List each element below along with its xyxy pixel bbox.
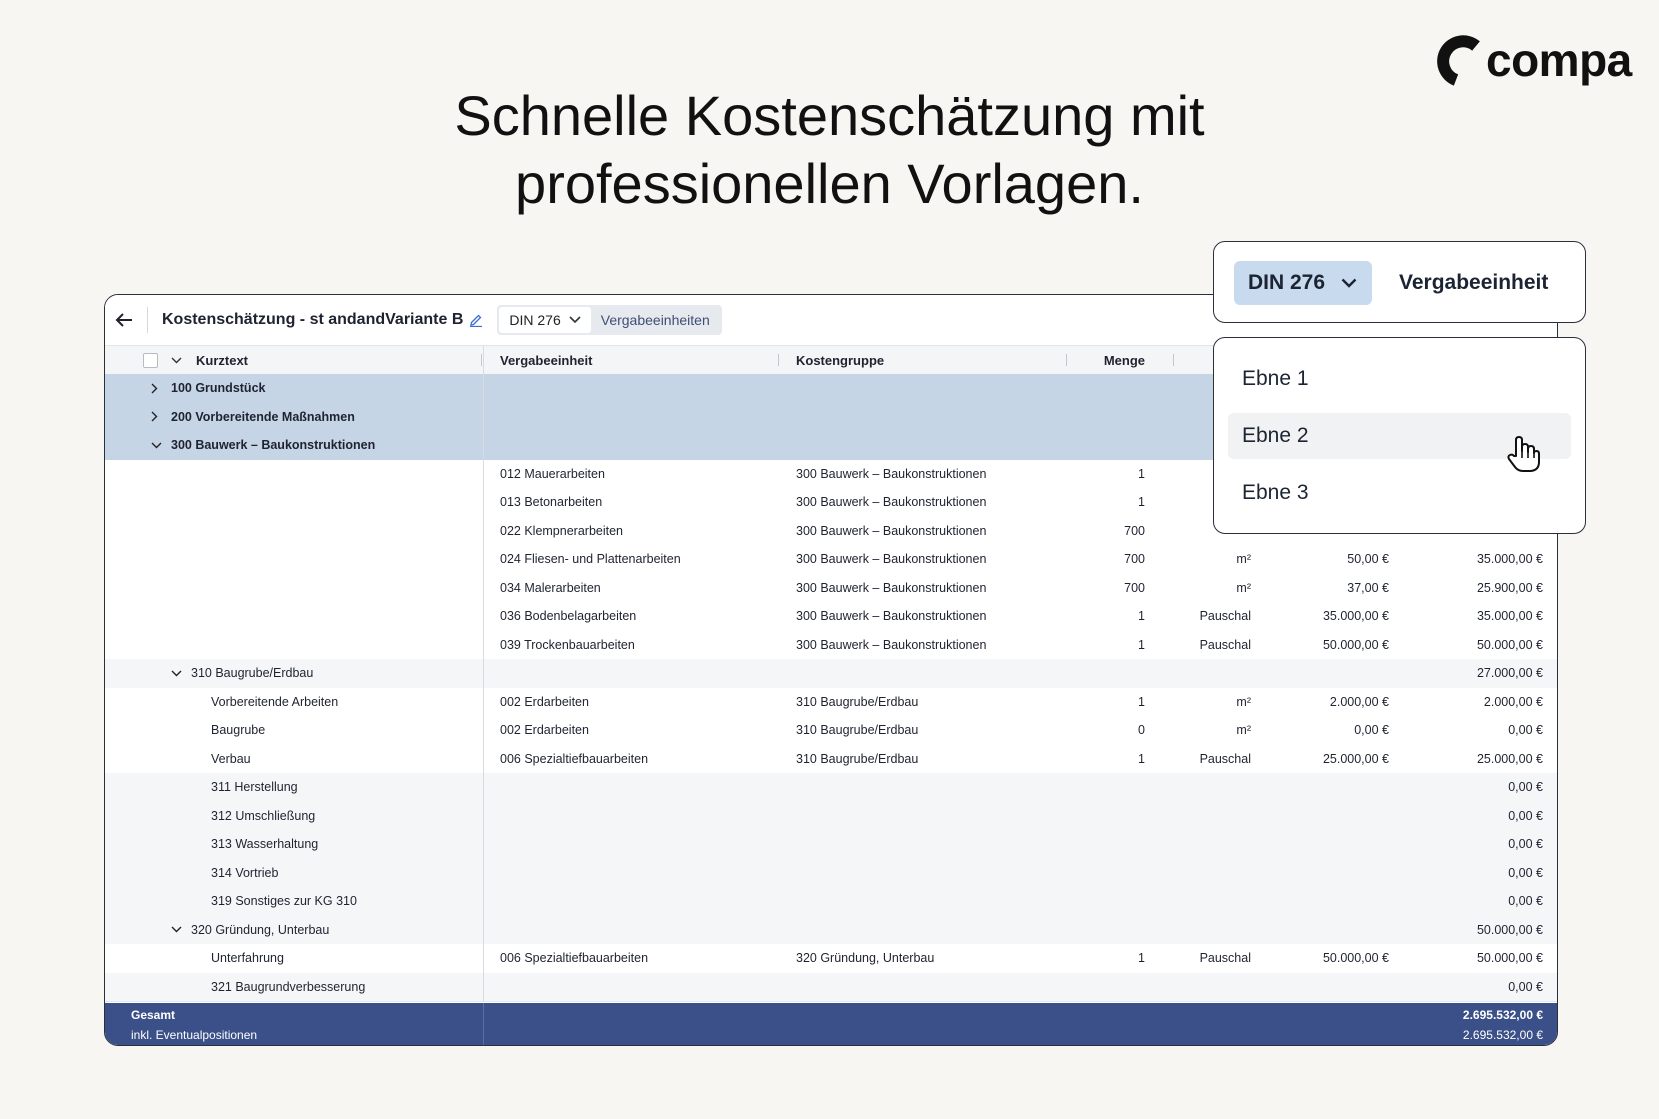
cell-kurztext: 319 Sonstiges zur KG 310: [211, 894, 357, 909]
column-divider: [483, 545, 484, 574]
column-divider: [483, 488, 484, 517]
chevron-right-icon: [151, 411, 158, 422]
cell-menge: [1065, 773, 1145, 802]
cell-vergabeeinheit: 039 Trockenbauarbeiten: [500, 637, 635, 652]
cell-menge: 1: [1138, 495, 1145, 510]
document-title: Kostenschätzung - st andandVariante B: [162, 311, 464, 328]
cell-kostengruppe: 300 Bauwerk – Baukonstruktionen: [796, 523, 987, 538]
cell-einheitspreis: [1265, 887, 1389, 916]
table-row[interactable]: [105, 631, 1557, 661]
cell-einheit: Pauschal: [1199, 637, 1251, 652]
cell-kostengruppe: 300 Bauwerk – Baukonstruktionen: [796, 552, 987, 567]
table-row[interactable]: [105, 602, 1557, 632]
cell-vergabeeinheit: 002 Erdarbeiten: [500, 723, 589, 738]
cell-menge: 1: [1138, 609, 1145, 624]
cell-einheitspreis: [1265, 830, 1389, 859]
cell-einheit: Pauschal: [1199, 609, 1251, 624]
column-divider: [483, 460, 484, 489]
cell-einheitspreis: 50,00 €: [1347, 552, 1389, 567]
cell-menge: 700: [1124, 580, 1145, 595]
cell-einheitspreis: [1265, 659, 1389, 688]
cell-gesamtpreis: 2.000,00 €: [1483, 694, 1543, 709]
cell-gesamtpreis: 35.000,00 €: [1476, 609, 1543, 624]
din-276-dropdown-button[interactable]: [1234, 261, 1372, 305]
expand-row-button[interactable]: [151, 403, 158, 432]
cell-gesamtpreis: 27.000,00 €: [1476, 666, 1543, 681]
cell-kostengruppe: 310 Baugrube/Erdbau: [796, 723, 919, 738]
chevron-down-icon: [171, 357, 182, 364]
dropdown-item-ebne-1[interactable]: Ebne 1: [1242, 367, 1309, 390]
level-dropdown-trigger: [1213, 241, 1586, 323]
cell-vergabeeinheit: 012 Mauerarbeiten: [500, 466, 605, 481]
cell-gesamtpreis: 0,00 €: [1508, 837, 1543, 852]
column-divider: [483, 517, 484, 546]
cell-gesamtpreis: 25.000,00 €: [1476, 751, 1543, 766]
chevron-down-icon: [151, 442, 162, 449]
cell-kurztext: Verbau: [211, 751, 251, 766]
table-group-row[interactable]: [105, 830, 1557, 860]
cell-einheit: Pauschal: [1199, 751, 1251, 766]
cell-einheitspreis: 2.000,00 €: [1329, 694, 1389, 709]
table-group-row[interactable]: [105, 773, 1557, 803]
column-divider: [483, 916, 484, 945]
collapse-row-button[interactable]: [171, 916, 182, 945]
chevron-down-icon: [569, 316, 581, 324]
cell-gesamtpreis: 0,00 €: [1508, 780, 1543, 795]
cell-einheitspreis: 35.000,00 €: [1322, 609, 1389, 624]
table-group-row[interactable]: [105, 659, 1557, 689]
cell-gesamtpreis: 35.000,00 €: [1476, 552, 1543, 567]
cell-kurztext: Vorbereitende Arbeiten: [211, 694, 339, 709]
cell-kostengruppe: 300 Bauwerk – Baukonstruktionen: [796, 609, 987, 624]
select-all-checkbox[interactable]: [143, 346, 158, 375]
cell-gesamtpreis: 25.900,00 €: [1476, 580, 1543, 595]
column-divider: [483, 631, 484, 660]
cell-gesamtpreis: 0,00 €: [1508, 894, 1543, 909]
table-group-row[interactable]: [105, 887, 1557, 917]
cell-menge: 1: [1138, 637, 1145, 652]
cell-einheitspreis: [1265, 773, 1389, 802]
cell-kostengruppe: 310 Baugrube/Erdbau: [796, 694, 919, 709]
arrow-left-icon: [115, 312, 133, 328]
cell-kurztext: 100 Grundstück: [171, 381, 266, 396]
cell-gesamtpreis: 50.000,00 €: [1476, 637, 1543, 652]
cell-einheit: [1165, 887, 1251, 916]
chevron-right-icon: [151, 383, 158, 394]
cell-einheit: [1165, 659, 1251, 688]
chevron-down-icon: [171, 670, 182, 677]
cell-vergabeeinheit: 006 Spezialtiefbauarbeiten: [500, 751, 649, 766]
cell-vergabeeinheit: 006 Spezialtiefbauarbeiten: [500, 951, 649, 966]
cell-einheit: [1165, 773, 1251, 802]
cell-gesamtpreis: 0,00 €: [1508, 723, 1543, 738]
cell-vergabeeinheit: 034 Malerarbeiten: [500, 580, 601, 595]
headline-line-2: professionellen Vorlagen.: [515, 152, 1144, 215]
column-divider: [483, 431, 484, 460]
vergabeeinheit-option[interactable]: Vergabeeinheit: [1399, 271, 1549, 294]
column-divider: [483, 403, 484, 432]
back-button[interactable]: [111, 307, 137, 333]
cell-einheitspreis: [1265, 973, 1389, 1002]
cell-kurztext: 200 Vorbereitende Maßnahmen: [171, 409, 355, 424]
cell-einheit: m²: [1236, 694, 1251, 709]
compa-logo: [1432, 34, 1632, 86]
cell-einheitspreis: [1265, 916, 1389, 945]
cell-einheit: [1165, 802, 1251, 831]
cell-einheit: [1165, 830, 1251, 859]
cell-kurztext: 314 Vortrieb: [211, 865, 279, 880]
cell-menge: 1: [1138, 951, 1145, 966]
cell-einheit: m²: [1236, 552, 1251, 567]
cell-vergabeeinheit: 002 Erdarbeiten: [500, 694, 589, 709]
table-group-row[interactable]: [105, 859, 1557, 889]
header-kostengruppe[interactable]: Kostengruppe: [796, 353, 885, 368]
column-divider: [483, 973, 484, 1002]
cell-einheit: m²: [1236, 723, 1251, 738]
collapse-row-button[interactable]: [171, 659, 182, 688]
cell-einheitspreis: [1265, 802, 1389, 831]
expand-row-button[interactable]: [151, 374, 158, 403]
header-menge[interactable]: Menge: [1103, 353, 1145, 368]
cell-kurztext: Baugrube: [211, 723, 266, 738]
footer-incl-value: 2.695.532,00 €: [1462, 1028, 1543, 1042]
cell-menge: [1065, 973, 1145, 1002]
cell-kurztext: Unterfahrung: [211, 951, 284, 966]
cell-menge: [1065, 916, 1145, 945]
cell-vergabeeinheit: 036 Bodenbelagarbeiten: [500, 609, 637, 624]
cell-menge: [1065, 887, 1145, 916]
table-group-row[interactable]: [105, 916, 1557, 946]
cell-menge: [1065, 403, 1145, 432]
cell-kurztext: 321 Baugrundverbesserung: [211, 979, 366, 994]
dropdown-selected-label: DIN 276: [1248, 271, 1326, 294]
cell-einheit: Pauschal: [1199, 951, 1251, 966]
cell-einheitspreis: 50.000,00 €: [1322, 951, 1389, 966]
cell-menge: 0: [1138, 723, 1145, 738]
footer-total-value: 2.695.532,00 €: [1462, 1008, 1543, 1022]
column-divider: [483, 887, 484, 916]
cell-gesamtpreis: 0,00 €: [1508, 865, 1543, 880]
cell-menge: [1065, 659, 1145, 688]
cell-einheitspreis: 50.000,00 €: [1322, 637, 1389, 652]
cell-kostengruppe: 300 Bauwerk – Baukonstruktionen: [796, 466, 987, 481]
cell-kurztext: 313 Wasserhaltung: [211, 837, 319, 852]
column-divider: [483, 802, 484, 831]
cell-kostengruppe: 320 Gründung, Unterbau: [796, 951, 935, 966]
column-divider: [483, 745, 484, 774]
chevron-down-icon: [171, 926, 182, 933]
column-divider: [483, 716, 484, 745]
cell-kurztext: 300 Bauwerk – Baukonstruktionen: [171, 438, 376, 453]
cell-kurztext: 311 Herstellung: [211, 780, 298, 795]
cell-menge: 1: [1138, 466, 1145, 481]
cell-vergabeeinheit: 013 Betonarbeiten: [500, 495, 603, 510]
footer-divider: [483, 1003, 484, 1045]
cell-vergabeeinheit: 024 Fliesen- und Plattenarbeiten: [500, 552, 681, 567]
toolbar-divider: [147, 307, 148, 333]
footer-total-label: Gesamt: [131, 1008, 176, 1022]
edit-title-button[interactable]: [469, 313, 483, 327]
table-group-row[interactable]: [105, 973, 1557, 1003]
column-resize-handle[interactable]: [481, 354, 482, 366]
cell-einheit: [1165, 916, 1251, 945]
cell-kurztext: 310 Baugrube/Erdbau: [191, 666, 314, 681]
cell-einheitspreis: 0,00 €: [1354, 723, 1389, 738]
column-divider: [483, 859, 484, 888]
compa-logo-text: compa: [1486, 34, 1632, 86]
table-footer: [105, 1003, 1557, 1045]
compa-logo-mark-icon: [1432, 34, 1480, 86]
cell-einheit: [1165, 859, 1251, 888]
column-resize-handle[interactable]: [1066, 354, 1067, 366]
din-276-label: DIN 276: [509, 312, 561, 328]
cell-kostengruppe: 300 Bauwerk – Baukonstruktionen: [796, 495, 987, 510]
collapse-row-button[interactable]: [151, 431, 162, 460]
cell-menge: 700: [1124, 552, 1145, 567]
cell-gesamtpreis: 50.000,00 €: [1476, 951, 1543, 966]
footer-incl-label: inkl. Eventualpositionen: [131, 1028, 258, 1042]
cell-kostengruppe: 300 Bauwerk – Baukonstruktionen: [796, 637, 987, 652]
din-276-select[interactable]: [499, 307, 590, 333]
cell-menge: [1065, 374, 1145, 403]
column-divider: [483, 944, 484, 973]
headline-line-1: Schnelle Kostenschätzung mit: [454, 84, 1205, 147]
view-switcher: [497, 305, 721, 335]
cell-einheit: [1165, 973, 1251, 1002]
cell-einheitspreis: 37,00 €: [1347, 580, 1389, 595]
cell-menge: 1: [1138, 751, 1145, 766]
column-divider: [483, 830, 484, 859]
table-row[interactable]: [105, 944, 1557, 974]
table-row[interactable]: [105, 545, 1557, 575]
pencil-icon: [469, 313, 483, 327]
table-group-row[interactable]: [105, 802, 1557, 832]
tab-vergabeeinheiten[interactable]: Vergabeeinheiten: [600, 312, 710, 328]
dropdown-item-ebne-3[interactable]: Ebne 3: [1242, 481, 1309, 504]
column-divider: [483, 374, 484, 403]
column-resize-handle[interactable]: [1173, 354, 1174, 366]
header-vergabeeinheit[interactable]: Vergabeeinheit: [500, 353, 593, 368]
column-divider: [483, 659, 484, 688]
dropdown-item-ebne-2[interactable]: Ebne 2: [1228, 413, 1571, 459]
cell-gesamtpreis: 0,00 €: [1508, 979, 1543, 994]
cell-vergabeeinheit: 022 Klempnerarbeiten: [500, 523, 623, 538]
table-row[interactable]: [105, 716, 1557, 746]
hand-cursor-icon: [1506, 434, 1542, 474]
cell-kostengruppe: 300 Bauwerk – Baukonstruktionen: [796, 580, 987, 595]
cell-kostengruppe: 310 Baugrube/Erdbau: [796, 751, 919, 766]
cell-menge: [1065, 431, 1145, 460]
cell-gesamtpreis: 50.000,00 €: [1476, 922, 1543, 937]
column-divider: [483, 346, 484, 375]
column-divider: [483, 602, 484, 631]
column-divider: [483, 688, 484, 717]
column-divider: [483, 773, 484, 802]
cell-einheit: m²: [1236, 580, 1251, 595]
table-row[interactable]: [105, 574, 1557, 604]
column-resize-handle[interactable]: [778, 354, 779, 366]
cell-kurztext: 312 Umschließung: [211, 808, 316, 823]
cell-menge: 700: [1124, 523, 1145, 538]
collapse-all-button[interactable]: [171, 346, 182, 375]
cell-menge: [1065, 859, 1145, 888]
header-kurztext[interactable]: Kurztext: [196, 353, 249, 368]
cell-menge: [1065, 830, 1145, 859]
table-row[interactable]: [105, 745, 1557, 775]
headline: [0, 82, 1659, 218]
table-row[interactable]: [105, 688, 1557, 718]
cell-menge: [1065, 802, 1145, 831]
cell-einheitspreis: [1265, 859, 1389, 888]
cell-kurztext: 320 Gründung, Unterbau: [191, 922, 330, 937]
cell-gesamtpreis: 0,00 €: [1508, 808, 1543, 823]
cell-menge: 1: [1138, 694, 1145, 709]
chevron-down-icon: [1341, 278, 1357, 288]
cell-einheitspreis: 25.000,00 €: [1322, 751, 1389, 766]
column-divider: [483, 574, 484, 603]
